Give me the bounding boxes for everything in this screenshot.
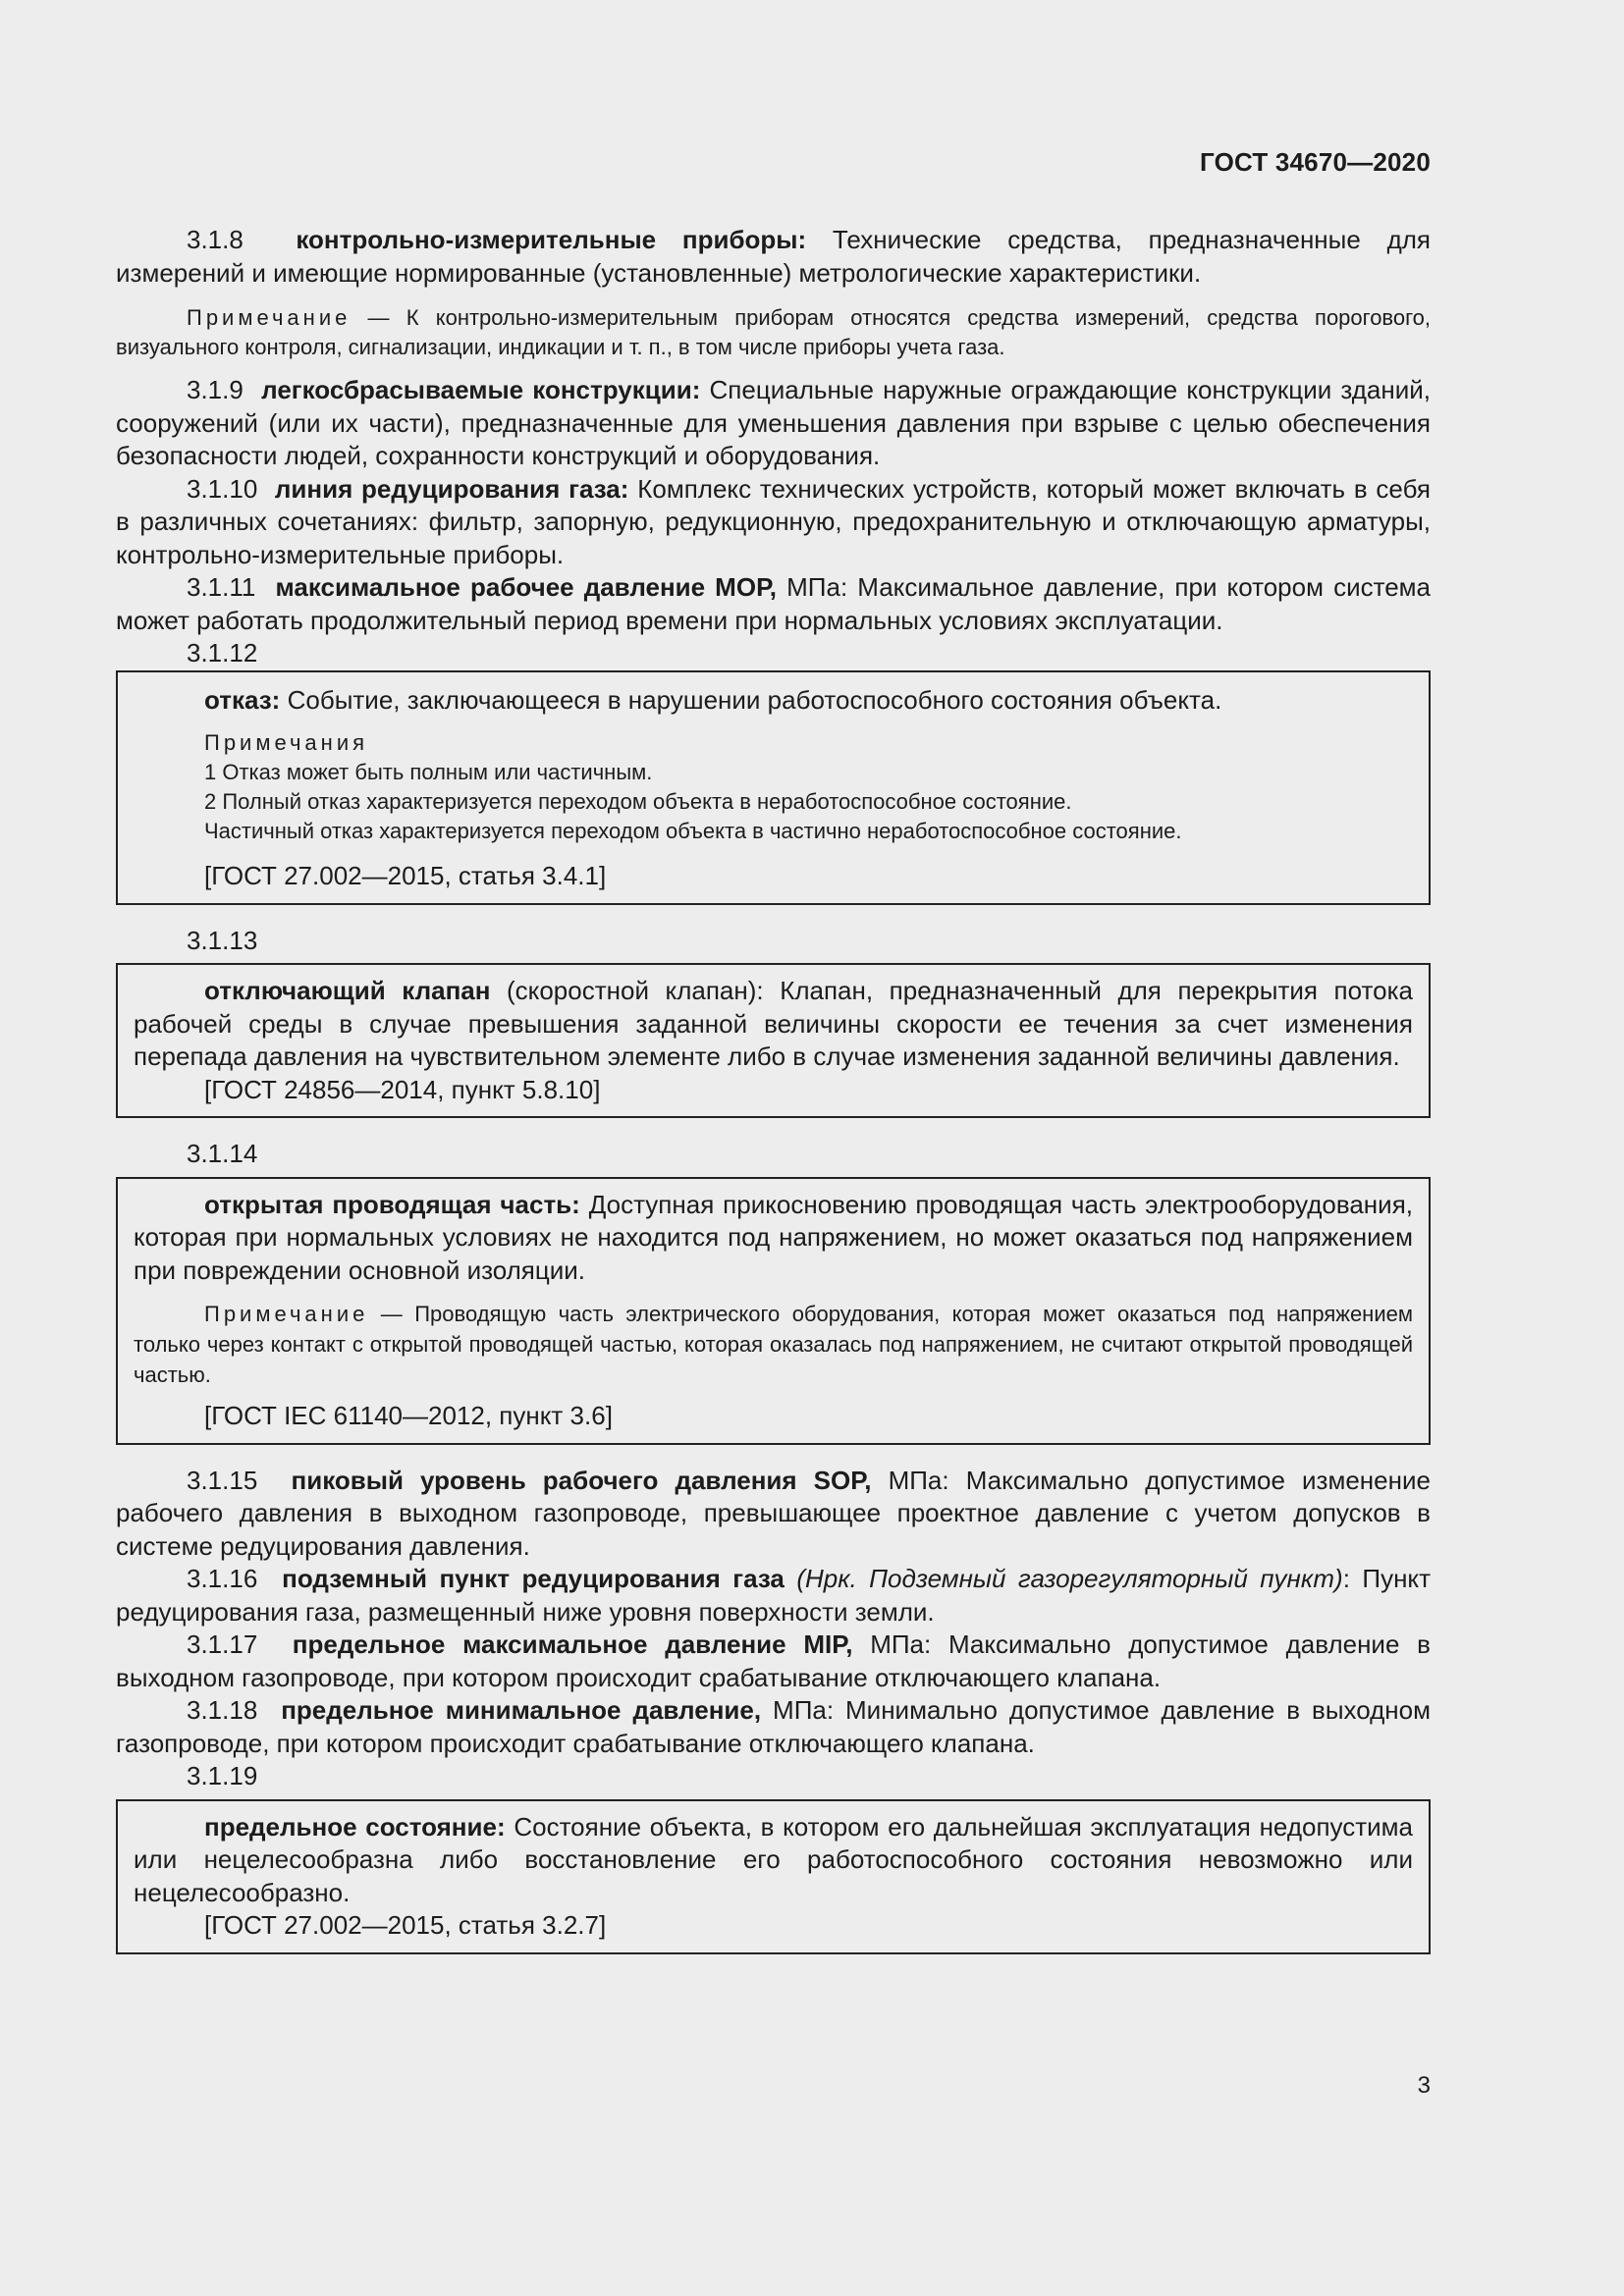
unit: МПа: [888,1465,949,1495]
unit: МПа: [870,1629,932,1659]
note-label: Примечание [187,305,352,330]
note-3-1-8 [116,303,1431,362]
definition: Максимально допустимое давление в выходном газопроводе, при котором происходит срабатывание отключающего клапана. [116,1629,1431,1692]
definition: Специальные наружные ограждающие конструкции зданий, сооружений (или их части), предназначенные для уменьшения давления при взрыве с целью обеспечения безопасности людей, сохранности конструкций и оборудования. [116,375,1432,470]
term: отключающий клапан [204,976,491,1005]
clause-number-3-1-14: 3.1.14 [187,1139,258,1168]
term: максимальное рабочее давление МОР, [275,572,778,602]
colon: : [1342,1564,1350,1593]
clause-number-3-1-12: 3.1.12 [187,638,258,667]
clause-3-1-9 [116,374,1431,473]
clause-number: 3.1.18 [187,1695,258,1725]
term: пиковый уровень рабочего давления SOP, [291,1465,872,1495]
clause-3-1-11 [116,571,1431,637]
clause-number: 3.1.10 [187,473,258,504]
term: открытая проводящая часть: [204,1189,580,1219]
boxed-definition [134,1811,1413,1910]
boxed-term-3-1-12 [116,670,1431,905]
term-parenthetical: (скоростной клапан): [507,976,764,1005]
clause-number-3-1-19: 3.1.19 [187,1761,258,1790]
note-1: 1 Отказ может быть полным или частичным. [204,760,653,784]
boxed-term-3-1-19 [116,1799,1431,1954]
definition: Комплекс технических устройств, который может включать в себя в различных сочетаниях: фильтр, запорную, редукционную, предохранительную и отключающую арматуры, контрольно-измерительные приборы. [116,473,1431,569]
notes-3-1-12 [134,728,1413,846]
term: отказ: [204,684,281,715]
boxed-definition [134,975,1413,1074]
note-2-continued: Частичный отказ характеризуется переходом объекта в частично неработоспособное состояние. [204,819,1182,843]
note-text: — Проводящую часть электрического оборудования, которая может оказаться под напряжением только через контакт с открытой проводящей частью, которая оказалась под напряжением, не считают открытой проводящей частью. [134,1302,1413,1387]
notes-label: Примечания [204,730,369,755]
term: легкосбрасываемые конструкции: [261,375,701,404]
clause-3-1-17 [116,1629,1431,1694]
source-reference: [ГОСТ 24856—2014, пункт 5.8.10] [204,1074,601,1104]
unit: МПа: [773,1695,835,1725]
definition: Максимально допустимое изменение рабочего давления в выходном газопроводе, превышающее проектное давление с учетом допусков в системе редуцирования давления. [116,1465,1431,1561]
term: контрольно-измерительные приборы: [296,225,807,254]
clause-3-1-8 [116,224,1431,290]
boxed-term-3-1-13 [116,963,1431,1118]
definition: Состояние объекта, в котором его дальнейшая эксплуатация недопустима или нецелесообразна либо восстановление его работоспособного состояния невозможно или нецелесообразно. [134,1811,1414,1907]
document-code-header: ГОСТ 34670—2020 [1200,147,1431,177]
source-reference: [ГОСТ IEC 61140—2012, пункт 3.6] [204,1401,613,1430]
term: предельное состояние: [204,1811,506,1842]
term: предельное максимальное давление MIP, [292,1629,853,1659]
page-number: 3 [1417,2072,1431,2099]
definition: Пункт редуцирования газа, размещенный ниже уровня поверхности земли. [116,1564,1432,1627]
term: подземный пункт редуцирования газа [282,1564,785,1593]
definition: Максимальное давление, при котором система может работать продолжительный период времени при нормальных условиях эксплуатации. [116,572,1432,635]
document-body [116,224,1431,1954]
source-reference: [ГОСТ 27.002—2015, статья 3.4.1] [204,861,607,890]
boxed-term-3-1-14 [116,1177,1431,1445]
definition: Событие, заключающееся в нарушении работоспособного состояния объекта. [287,684,1222,715]
clause-number-3-1-13: 3.1.13 [187,925,258,955]
clause-number: 3.1.17 [187,1629,258,1659]
note-2: 2 Полный отказ характеризуется переходом объекта в неработоспособное состояние. [204,789,1072,814]
definition: Минимально допустимое давление в выходном газопроводе, при котором происходит срабатывание отключающего клапана. [116,1695,1431,1758]
boxed-definition [134,1189,1413,1288]
definition: Доступная прикосновению проводящая часть электрооборудования, которая при нормальных условиях не находится под напряжением, но может оказаться под напряжением при повреждении основной изоляции. [134,1189,1413,1285]
unit: МПа: [786,572,848,602]
deprecated-term: (Нрк. Подземный газорегуляторный пункт) [796,1564,1343,1593]
clause-3-1-15 [116,1465,1431,1564]
boxed-definition [134,684,1413,718]
clause-3-1-18 [116,1694,1431,1760]
note-text: — К контрольно-измерительным приборам относятся средства измерений, средства порогового, визуального контроля, сигнализации, индикации и т. п., в том числе приборы учета газа. [116,305,1431,359]
clause-number: 3.1.9 [187,375,244,404]
clause-number: 3.1.15 [187,1465,258,1495]
term: предельное минимальное давление, [281,1695,762,1725]
source-reference: [ГОСТ 27.002—2015, статья 3.2.7] [204,1910,607,1940]
term: линия редуцирования газа: [274,473,629,504]
clause-3-1-10 [116,473,1431,572]
clause-number: 3.1.11 [187,572,256,602]
definition: Технические средства, предназначенные для измерений и имеющие нормированные (установленные) метрологические характеристики. [116,225,1431,288]
clause-number: 3.1.8 [187,225,244,254]
clause-number: 3.1.16 [187,1564,258,1593]
definition: Клапан, предназначенный для перекрытия потока рабочей среды в случае превышения заданной величины скорости ее течения за счет изменения перепада давления на чувствительном элементе либо в случае изменения заданной величины давления. [134,976,1413,1071]
clause-3-1-16 [116,1563,1431,1629]
note-label: Примечание [204,1302,369,1326]
note-3-1-14 [134,1299,1413,1390]
